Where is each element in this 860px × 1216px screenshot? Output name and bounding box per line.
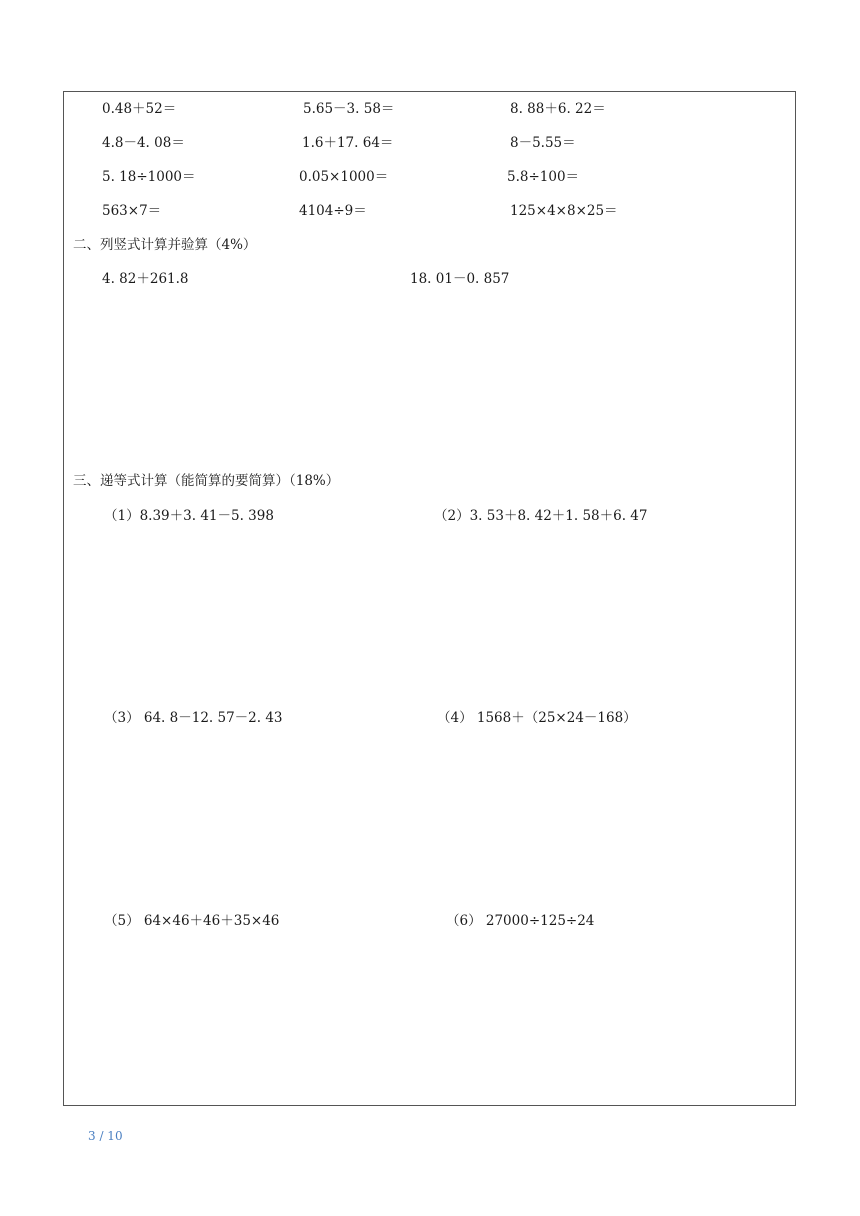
step-calc-problem: （2）3. 53＋8. 42＋1. 58＋6. 47 — [434, 508, 648, 524]
oral-problem: 563×7＝ — [102, 203, 162, 219]
page-indicator: 3 / 10 — [88, 1129, 123, 1143]
step-calc-problem: （6） 27000÷125÷24 — [446, 913, 595, 929]
vertical-calc-problem: 4. 82＋261.8 — [102, 271, 189, 287]
oral-problem: 0.48＋52＝ — [102, 101, 177, 117]
oral-problem: 5. 18÷1000＝ — [102, 169, 196, 185]
step-calc-problem: （3） 64. 8－12. 57－2. 43 — [104, 710, 283, 726]
step-calc-problem: （4） 1568＋（25×24－168） — [437, 710, 637, 726]
oral-problem: 8－5.55＝ — [510, 135, 576, 151]
oral-problem: 1.6＋17. 64＝ — [302, 135, 394, 151]
oral-problem: 5.65－3. 58＝ — [303, 101, 395, 117]
oral-problem: 8. 88＋6. 22＝ — [510, 101, 606, 117]
step-calc-problem: （5） 64×46＋46＋35×46 — [104, 913, 280, 929]
oral-problem: 0.05×1000＝ — [299, 169, 389, 185]
oral-problem: 5.8÷100＝ — [507, 169, 580, 185]
vertical-calc-problem: 18. 01－0. 857 — [410, 271, 510, 287]
step-calc-problem: （1）8.39＋3. 41－5. 398 — [104, 508, 274, 524]
oral-problem: 125×4×8×25＝ — [510, 203, 618, 219]
section-heading: 二、列竖式计算并验算（4%） — [73, 237, 257, 253]
section-heading: 三、递等式计算（能简算的要简算）（18%） — [73, 473, 340, 489]
oral-problem: 4104÷9＝ — [299, 203, 367, 219]
oral-problem: 4.8－4. 08＝ — [102, 135, 185, 151]
